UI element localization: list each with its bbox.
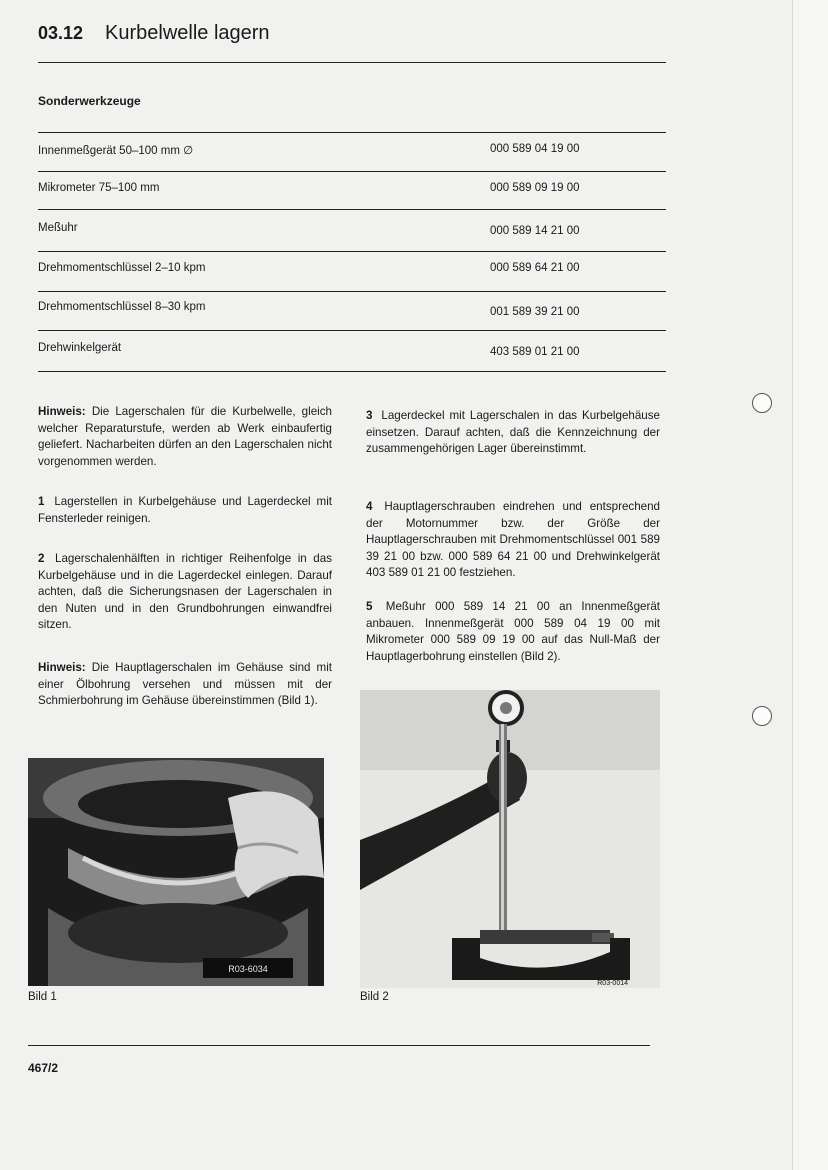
note-paragraph [38, 404, 332, 470]
tool-number: 403 589 01 21 00 [490, 346, 580, 358]
tool-number: 001 589 39 21 00 [490, 306, 580, 318]
bearing-shells-illustration [28, 758, 324, 986]
step-text: Meßuhr 000 589 14 21 00 an Innenmeßgerät anbauen. Innenmeßgerät 000 589 04 19 00 mit Mikrometer 000 589 09 19 00 auf das Null-Maß der Hauptlagerbohrung einstellen (Bild 2). [366, 600, 660, 663]
step-number: 5 [366, 600, 373, 613]
step-paragraph [366, 408, 660, 458]
tools-heading: Sonderwerkzeuge [38, 94, 141, 108]
tools-rule [38, 251, 666, 252]
step-text: Lagerdeckel mit Lagerschalen in das Kurbelgehäuse einsetzen. Darauf achten, daß die Kennzeichnung der zusammengehörigen Lager übereinstimmt. [366, 409, 660, 455]
step-paragraph [38, 494, 332, 527]
step-number: 2 [38, 552, 45, 565]
binder-hole [752, 706, 772, 726]
binder-hole [752, 393, 772, 413]
tool-name: Drehwinkelgerät [38, 342, 122, 354]
tool-name: Drehmomentschlüssel 8–30 kpm [38, 301, 206, 313]
step-paragraph [38, 551, 332, 634]
tool-name: Innenmeßgerät 50–100 mm ∅ [38, 145, 194, 157]
tool-row [38, 262, 666, 282]
note-text: Die Lagerschalen für die Kurbelwelle, gleich welcher Reparaturstufe, werden ab Werk einbaufertig geliefert. Nacharbeiten dürfen an den Lagerschalen nicht vorgenommen werden. [38, 405, 332, 468]
header-rule [38, 62, 666, 63]
measuring-tool-illustration [360, 690, 660, 988]
tool-row [38, 222, 666, 242]
step-text: Hauptlagerschrauben eindrehen und entsprechend der Motornummer bzw. der Größe der Hauptlagerschrauben mit Drehmomentschlüssel 001 589 39 21 00 bzw. 000 589 64 21 00 und Drehwinkelgerät 403 589 01 21 00 festziehen. [366, 500, 660, 579]
bild1-photo [28, 758, 324, 986]
tool-name: Mikrometer 75–100 mm [38, 182, 160, 194]
tool-number: 000 589 14 21 00 [490, 225, 580, 237]
step-text: Lagerstellen in Kurbelgehäuse und Lagerdeckel mit Fensterleder reinigen. [38, 495, 332, 525]
page-edge [792, 0, 828, 1170]
tools-rule [38, 371, 666, 372]
page-title: Kurbelwelle lagern [105, 22, 270, 44]
tool-row [38, 182, 666, 202]
bild2-code: R03-0014 [597, 980, 628, 987]
tool-row [38, 301, 666, 321]
section-number: 03.12 [38, 23, 84, 43]
tool-name: Drehmomentschlüssel 2–10 kpm [38, 262, 206, 274]
tool-row [38, 143, 666, 163]
step-number: 3 [366, 409, 373, 422]
tools-rule [38, 291, 666, 292]
bild2-caption: Bild 2 [360, 991, 389, 1003]
tool-name: Meßuhr [38, 222, 78, 234]
tool-number: 000 589 09 19 00 [490, 182, 580, 194]
tool-number: 000 589 04 19 00 [490, 143, 580, 155]
footer-rule [28, 1045, 650, 1046]
note-label: Hinweis: [38, 405, 86, 418]
step-number: 4 [366, 500, 373, 513]
tools-rule [38, 171, 666, 172]
note-text: Die Hauptlagerschalen im Gehäuse sind mit einer Ölbohrung versehen und müssen mit der Schmierbohrung im Gehäuse übereinstimmen (Bild 1). [38, 661, 332, 707]
bild2-photo [360, 690, 660, 988]
step-number: 1 [38, 495, 45, 508]
step-text: Lagerschalenhälften in richtiger Reihenfolge in das Kurbelgehäuse und in die Lagerdeckel einlegen. Darauf achten, daß die Sicherungsnasen der Lagerschalen in den Nuten und in den Grundbohrungen einwandfrei sitzen. [38, 552, 332, 631]
step-paragraph [366, 599, 660, 665]
note-paragraph [38, 660, 332, 710]
bild1-caption: Bild 1 [28, 991, 57, 1003]
tool-number: 000 589 64 21 00 [490, 262, 580, 274]
step-paragraph [366, 499, 660, 582]
tools-rule [38, 209, 666, 210]
note-label: Hinweis: [38, 661, 86, 674]
tools-rule [38, 132, 666, 133]
page-header [38, 22, 270, 45]
bild1-code: R03-6034 [228, 964, 268, 974]
tools-rule [38, 330, 666, 331]
page-number: 467/2 [28, 1061, 59, 1075]
tool-row [38, 342, 666, 362]
